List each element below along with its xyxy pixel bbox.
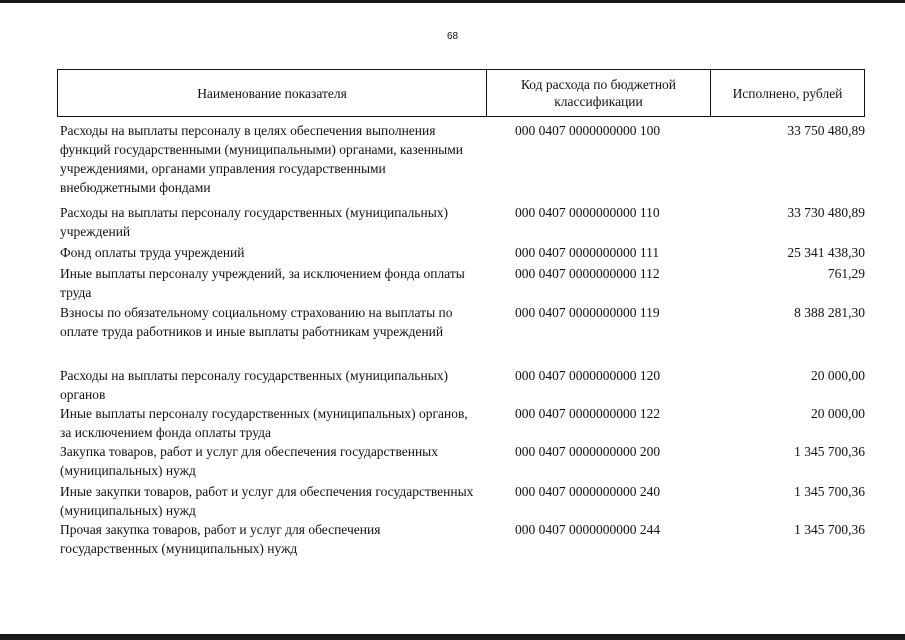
row-amount: 25 341 438,30 [787, 245, 865, 260]
row-code: 000 0407 0000000000 110 [515, 205, 660, 220]
row-amount: 1 345 700,36 [794, 444, 865, 459]
row-code: 000 0407 0000000000 244 [515, 522, 661, 537]
row-code: 000 0407 0000000000 112 [515, 266, 660, 281]
row-amount: 761,29 [827, 266, 865, 281]
row-name: Прочая закупка товаров, работ и услуг для обеспечения государственных (муниципальных) нужд [60, 522, 381, 556]
row-name: Закупка товаров, работ и услуг для обеспечения государственных (муниципальных) нужд [60, 444, 439, 478]
header-name: Наименование показателя [58, 70, 487, 116]
row-code: 000 0407 0000000000 120 [515, 368, 661, 383]
row-name: Расходы на выплаты персоналу в целях обеспечения выполнения функций государственными (муниципальными) органами, казенными учреждениями, органами управления государственными внебюджетными фондами [60, 123, 464, 195]
header-code: Код расхода по бюджетной классификации [487, 70, 711, 116]
row-name: Взносы по обязательному социальному страхованию на выплаты по оплате труда работников и иные выплаты работникам учреждений [60, 305, 453, 339]
row-code: 000 0407 0000000000 240 [515, 484, 661, 499]
row-name: Расходы на выплаты персоналу государственных (муниципальных) органов [60, 368, 449, 402]
row-name: Иные выплаты персоналу государственных (муниципальных) органов, за исключением фонда оплаты труда [60, 406, 468, 440]
row-amount: 8 388 281,30 [794, 305, 865, 320]
row-name: Иные закупки товаров, работ и услуг для обеспечения государственных (муниципальных) нужд [60, 484, 474, 518]
table-header [57, 69, 865, 117]
scan-border-top [0, 0, 905, 3]
row-amount: 1 345 700,36 [794, 522, 865, 537]
page-number: 68 [446, 31, 459, 42]
row-amount: 33 750 480,89 [787, 123, 865, 138]
row-code: 000 0407 0000000000 200 [515, 444, 661, 459]
row-code: 000 0407 0000000000 122 [515, 406, 661, 421]
row-name: Расходы на выплаты персоналу государственных (муниципальных) учреждений [60, 205, 449, 239]
row-name: Иные выплаты персоналу учреждений, за исключением фонда оплаты труда [60, 266, 465, 300]
row-code: 000 0407 0000000000 100 [515, 123, 661, 138]
row-amount: 1 345 700,36 [794, 484, 865, 499]
row-code: 000 0407 0000000000 111 [515, 245, 660, 260]
row-amount: 33 730 480,89 [787, 205, 865, 220]
row-amount: 20 000,00 [811, 368, 865, 383]
row-amount: 20 000,00 [811, 406, 865, 421]
scan-border-bottom [0, 634, 905, 640]
row-name: Фонд оплаты труда учреждений [60, 245, 245, 260]
row-code: 000 0407 0000000000 119 [515, 305, 660, 320]
header-amount: Исполнено, рублей [732, 85, 843, 101]
